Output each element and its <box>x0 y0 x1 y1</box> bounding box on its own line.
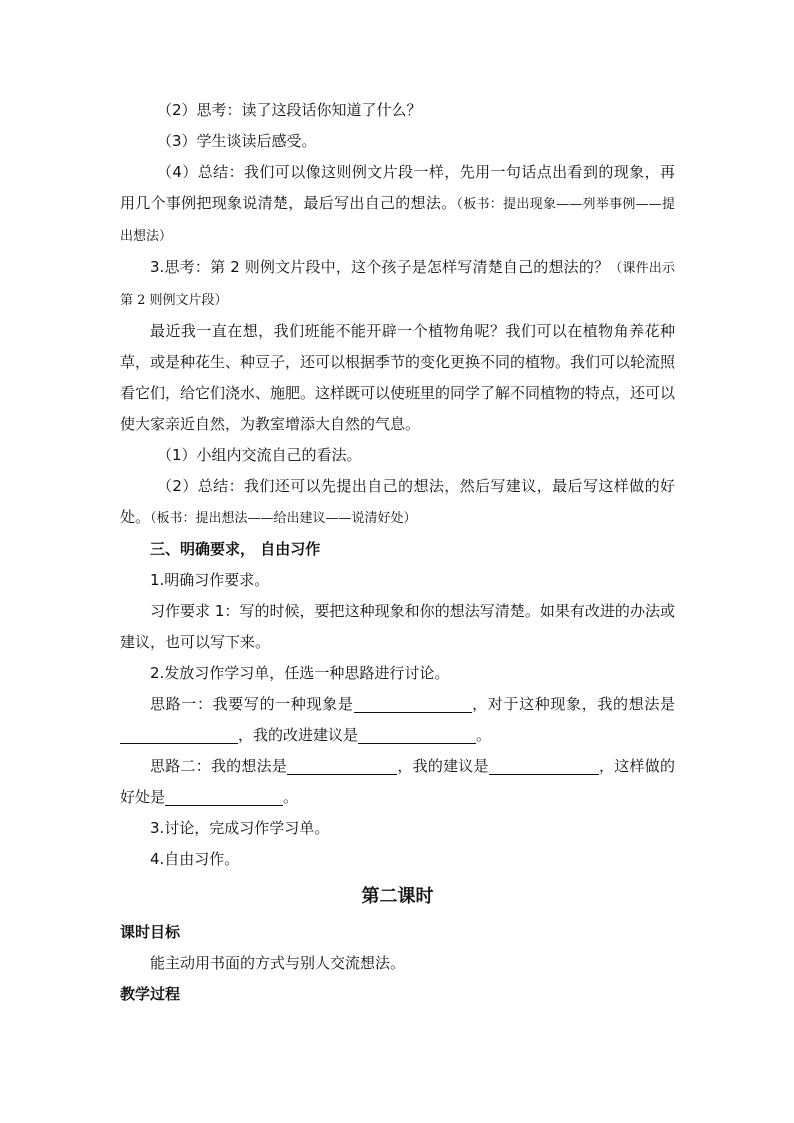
paragraph-group-discussion: （1）小组内交流自己的看法。 <box>157 446 362 464</box>
fill-blank-idea[interactable] <box>287 756 397 775</box>
example-passage: 最近我一直在想，我们班能不能开辟一个植物角呢？我们可以在植物角养花种草，或是种花生、种豆子，还可以根据季节的变化更换不同的植物。我们可以轮流照看它们，给它们浇水、施肥。这样既可以使班里的同学了解不同植物的特点，还可以使大家亲近自然，为教室增添大自然的气息。 <box>120 322 676 433</box>
item-discuss-complete: 3.讨论，完成习作学习单。 <box>150 819 330 837</box>
question-text: 3.思考：第 2 则例文片段中，这个孩子是怎样写清楚自己的想法的？ <box>150 258 610 276</box>
courseware-note: （课件出示第 2 则例文片段） <box>120 261 675 308</box>
writing-requirement: 习作要求 1：写的时候，要把这种现象和你的想法写清楚。如果有改进的办法或建议，也可以写下来。 <box>120 602 675 651</box>
lesson-two-title: 第二课时 <box>361 886 434 907</box>
idea-one-part-b: ，对于这种现象，我的想法是 <box>471 695 675 713</box>
idea-one-part-d: 。 <box>476 726 492 744</box>
paragraph-summary-2 <box>120 471 675 534</box>
lesson-goal-heading: 课时目标 <box>120 923 181 941</box>
section-heading-writing: 三、明确要求， 自由习作 <box>150 540 321 558</box>
summary-text: （4）总结：我们可以像这则例文片段一样，先用一句话点出看到的现象，再用几个事例把现象说清楚，最后写出自己的想法。 <box>120 163 675 212</box>
paragraph-summary-4 <box>120 157 675 252</box>
blackboard-note-2: （板书：提出想法——给出建议——说清好处） <box>150 511 417 526</box>
idea-two-part-d: 。 <box>283 788 299 806</box>
teaching-process-heading: 教学过程 <box>120 985 181 1003</box>
item-free-writing: 4.自由习作。 <box>150 850 240 868</box>
idea-two-part-c: ，这样做的好处是 <box>120 757 675 806</box>
idea-two-part-b: ，我的建议是 <box>397 757 489 775</box>
document-page <box>120 95 675 1010</box>
paragraph-question-3 <box>120 252 675 316</box>
item-clarify-requirements: 1.明确习作要求。 <box>150 571 270 589</box>
paragraph-student-feelings: （3）学生谈读后感受。 <box>157 132 317 150</box>
fill-blank-opinion[interactable] <box>120 725 238 744</box>
fill-blank-suggestion[interactable] <box>358 725 476 744</box>
item-distribute-worksheet: 2.发放习作学习单，任选一种思路进行讨论。 <box>150 664 450 682</box>
idea-one <box>120 689 675 751</box>
fill-blank-benefit[interactable] <box>165 787 283 806</box>
lesson-goal-text: 能主动用书面的方式与别人交流想法。 <box>150 954 406 972</box>
idea-two <box>120 751 675 813</box>
summary-2-text: （2）总结：我们还可以先提出自己的想法，然后写建议，最后写这样做的好处。 <box>120 477 675 526</box>
paragraph-think-2: （2）思考：读了这段话你知道了什么？ <box>157 101 422 119</box>
idea-one-part-c: ，我的改进建议是 <box>238 726 359 744</box>
idea-one-part-a: 思路一：我要写的一种现象是 <box>150 695 354 713</box>
blackboard-note-1: （板书：提出现象——列举事例——提出想法） <box>120 197 675 244</box>
fill-blank-phenomenon[interactable] <box>354 694 472 713</box>
idea-two-part-a: 思路二：我的想法是 <box>150 757 288 775</box>
fill-blank-proposal[interactable] <box>489 756 599 775</box>
